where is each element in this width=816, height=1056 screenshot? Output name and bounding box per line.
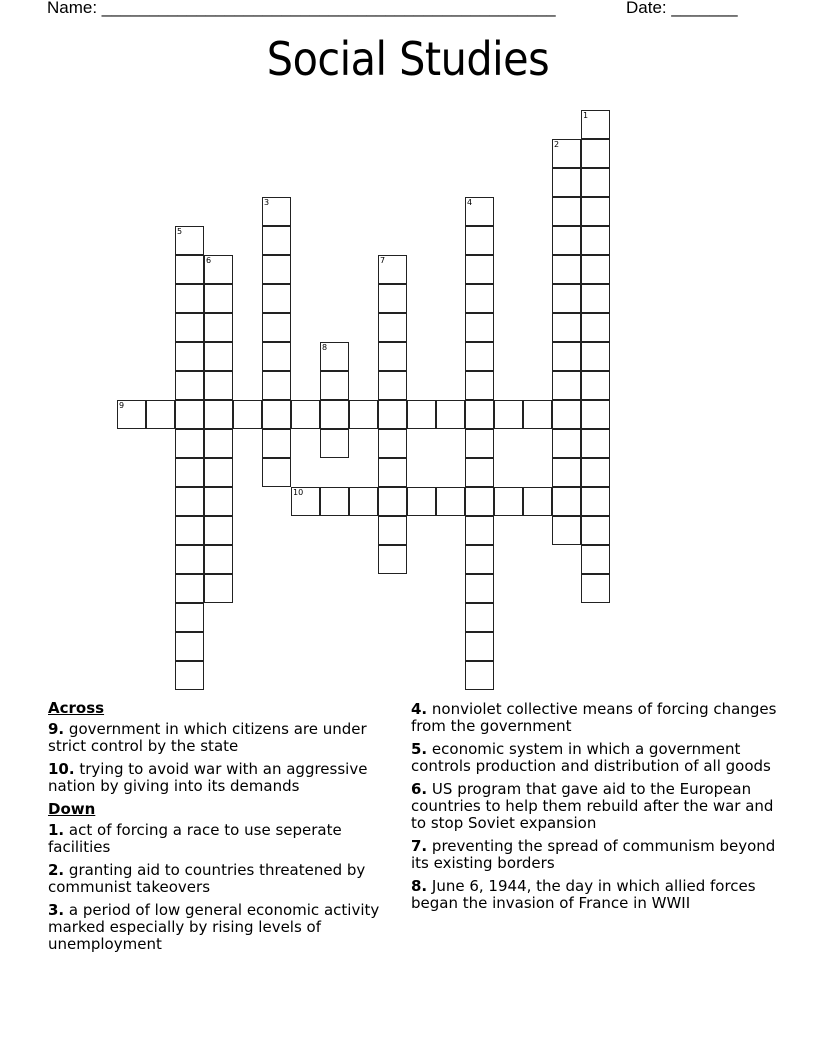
clue-number: 9 xyxy=(119,401,125,410)
crossword-cell[interactable] xyxy=(465,545,494,574)
crossword-cell[interactable] xyxy=(552,255,581,284)
crossword-cell[interactable] xyxy=(117,400,146,429)
crossword-cell[interactable] xyxy=(581,110,610,139)
crossword-cell[interactable] xyxy=(378,342,407,371)
crossword-cell[interactable] xyxy=(581,255,610,284)
crossword-cell[interactable] xyxy=(581,487,610,516)
crossword-cell[interactable] xyxy=(465,342,494,371)
crossword-cell[interactable] xyxy=(291,487,320,516)
crossword-cell[interactable] xyxy=(175,371,204,400)
crossword-cell[interactable] xyxy=(552,284,581,313)
crossword-cell[interactable] xyxy=(465,400,494,429)
crossword-cell[interactable] xyxy=(581,168,610,197)
clue-across-10: 10. trying to avoid war with an aggressive nation by giving into its demands xyxy=(48,760,368,795)
clue-number: 8 xyxy=(322,343,328,352)
clue-down-6: 6. US program that gave aid to the European countries to help them rebuild after the war and to stop Soviet expansion xyxy=(411,780,774,832)
crossword-cell[interactable] xyxy=(552,371,581,400)
clue-down-5: 5. economic system in which a government controls production and distribution of all goods xyxy=(411,740,771,775)
crossword-cell[interactable] xyxy=(262,400,291,429)
crossword-cell[interactable] xyxy=(204,342,233,371)
clue-number: 7 xyxy=(380,256,386,265)
clue-number: 10 xyxy=(293,488,304,497)
crossword-cell[interactable] xyxy=(581,313,610,342)
crossword-cell[interactable] xyxy=(175,429,204,458)
crossword-cell[interactable] xyxy=(262,255,291,284)
crossword-cell[interactable] xyxy=(436,400,465,429)
crossword-cell[interactable] xyxy=(175,574,204,603)
crossword-cell[interactable] xyxy=(175,661,204,690)
crossword-cell[interactable] xyxy=(175,545,204,574)
crossword-cell[interactable] xyxy=(465,574,494,603)
crossword-cell[interactable] xyxy=(552,139,581,168)
crossword-cell[interactable] xyxy=(581,342,610,371)
crossword-cell[interactable] xyxy=(552,458,581,487)
crossword-cell[interactable] xyxy=(581,284,610,313)
crossword-cell[interactable] xyxy=(204,487,233,516)
crossword-cell[interactable] xyxy=(465,516,494,545)
crossword-cell[interactable] xyxy=(378,458,407,487)
clue-down-2: 2. granting aid to countries threatened by communist takeovers xyxy=(48,861,366,896)
crossword-cell[interactable] xyxy=(465,226,494,255)
crossword-cell[interactable] xyxy=(204,516,233,545)
crossword-cell[interactable] xyxy=(378,400,407,429)
clues-right-column xyxy=(411,701,781,918)
crossword-cell[interactable] xyxy=(552,429,581,458)
crossword-cell[interactable] xyxy=(465,458,494,487)
clue-number: 5 xyxy=(177,227,183,236)
crossword-cell[interactable] xyxy=(175,487,204,516)
crossword-cell[interactable] xyxy=(581,371,610,400)
crossword-cell[interactable] xyxy=(378,371,407,400)
clue-down-4: 4. nonviolet collective means of forcing changes from the government xyxy=(411,700,777,735)
crossword-cell[interactable] xyxy=(581,458,610,487)
crossword-cell[interactable] xyxy=(465,632,494,661)
crossword-cell[interactable] xyxy=(465,487,494,516)
crossword-cell[interactable] xyxy=(175,342,204,371)
crossword-cell[interactable] xyxy=(494,400,523,429)
crossword-cell[interactable] xyxy=(378,516,407,545)
crossword-cell[interactable] xyxy=(581,429,610,458)
crossword-cell[interactable] xyxy=(552,487,581,516)
crossword-cell[interactable] xyxy=(465,371,494,400)
crossword-cell[interactable] xyxy=(262,313,291,342)
crossword-cell[interactable] xyxy=(262,284,291,313)
clue-down-1: 1. act of forcing a race to use seperate facilities xyxy=(48,821,342,856)
worksheet-header xyxy=(47,0,738,18)
crossword-cell[interactable] xyxy=(407,487,436,516)
crossword-cell[interactable] xyxy=(262,342,291,371)
crossword-cell[interactable] xyxy=(204,371,233,400)
crossword-cell[interactable] xyxy=(378,313,407,342)
clue-number: 4 xyxy=(467,198,473,207)
crossword-cell[interactable] xyxy=(175,458,204,487)
clues-left-column xyxy=(48,700,408,959)
crossword-cell[interactable] xyxy=(262,458,291,487)
crossword-cell[interactable] xyxy=(320,400,349,429)
across-heading: Across xyxy=(48,699,105,717)
clue-down-3: 3. a period of low general economic activity marked especially by rising levels of unemployment xyxy=(48,901,380,953)
page-title: Social Studies xyxy=(266,32,550,86)
crossword-cell[interactable] xyxy=(378,545,407,574)
crossword-cell[interactable] xyxy=(552,516,581,545)
crossword-cell[interactable] xyxy=(581,139,610,168)
clue-down-8: 8. June 6, 1944, the day in which allied forces began the invasion of France in WWII xyxy=(411,877,756,912)
crossword-cell[interactable] xyxy=(291,400,320,429)
crossword-cell[interactable] xyxy=(320,342,349,371)
crossword-cell[interactable] xyxy=(204,284,233,313)
crossword-cell[interactable] xyxy=(262,429,291,458)
crossword-cell[interactable] xyxy=(175,284,204,313)
crossword-cell[interactable] xyxy=(581,226,610,255)
crossword-cell[interactable] xyxy=(378,429,407,458)
crossword-cell[interactable] xyxy=(552,342,581,371)
clue-number: 2 xyxy=(554,140,560,149)
clue-number: 1 xyxy=(583,111,589,120)
crossword-cell[interactable] xyxy=(552,400,581,429)
crossword-cell[interactable] xyxy=(407,400,436,429)
crossword-cell[interactable] xyxy=(233,400,262,429)
crossword-cell[interactable] xyxy=(465,603,494,632)
crossword-cell[interactable] xyxy=(523,400,552,429)
crossword-cell[interactable] xyxy=(262,371,291,400)
crossword-cell[interactable] xyxy=(465,255,494,284)
crossword-cell[interactable] xyxy=(465,284,494,313)
crossword-cell[interactable] xyxy=(204,574,233,603)
clue-number: 3 xyxy=(264,198,270,207)
crossword-cell[interactable] xyxy=(378,255,407,284)
crossword-cell[interactable] xyxy=(175,313,204,342)
crossword-cell[interactable] xyxy=(204,400,233,429)
crossword-cell[interactable] xyxy=(204,545,233,574)
crossword-cell[interactable] xyxy=(349,487,378,516)
crossword-cell[interactable] xyxy=(494,487,523,516)
crossword-cell[interactable] xyxy=(465,197,494,226)
crossword-cell[interactable] xyxy=(320,429,349,458)
crossword-cell[interactable] xyxy=(175,255,204,284)
crossword-cell[interactable] xyxy=(581,197,610,226)
crossword-cell[interactable] xyxy=(204,313,233,342)
crossword-cell[interactable] xyxy=(465,313,494,342)
crossword-cell[interactable] xyxy=(523,487,552,516)
crossword-cell[interactable] xyxy=(552,226,581,255)
crossword-cell[interactable] xyxy=(581,545,610,574)
date-field[interactable]: Date: _______ xyxy=(626,0,738,17)
crossword-cell[interactable] xyxy=(378,284,407,313)
crossword-cell[interactable] xyxy=(175,516,204,545)
crossword-cell[interactable] xyxy=(175,226,204,255)
crossword-cell[interactable] xyxy=(262,226,291,255)
crossword-cell[interactable] xyxy=(436,487,465,516)
crossword-cell[interactable] xyxy=(146,400,175,429)
crossword-cell[interactable] xyxy=(581,400,610,429)
down-heading: Down xyxy=(48,800,96,818)
crossword-cell[interactable] xyxy=(552,313,581,342)
crossword-cell[interactable] xyxy=(320,487,349,516)
crossword-cell[interactable] xyxy=(175,603,204,632)
crossword-cell[interactable] xyxy=(204,255,233,284)
crossword-cell[interactable] xyxy=(349,400,378,429)
crossword-cell[interactable] xyxy=(465,429,494,458)
crossword-cell[interactable] xyxy=(175,400,204,429)
crossword-cell[interactable] xyxy=(552,197,581,226)
name-field[interactable]: Name: ________________________________________________ xyxy=(47,0,556,17)
crossword-cell[interactable] xyxy=(465,661,494,690)
crossword-cell[interactable] xyxy=(552,168,581,197)
crossword-cell[interactable] xyxy=(262,197,291,226)
crossword-cell[interactable] xyxy=(204,429,233,458)
crossword-cell[interactable] xyxy=(581,574,610,603)
crossword-cell[interactable] xyxy=(378,487,407,516)
crossword-cell[interactable] xyxy=(320,371,349,400)
clue-across-9: 9. government in which citizens are under strict control by the state xyxy=(48,720,367,755)
crossword-cell[interactable] xyxy=(175,632,204,661)
crossword-cell[interactable] xyxy=(581,516,610,545)
clue-number: 6 xyxy=(206,256,212,265)
clue-down-7: 7. preventing the spread of communism beyond its existing borders xyxy=(411,837,776,872)
crossword-cell[interactable] xyxy=(204,458,233,487)
